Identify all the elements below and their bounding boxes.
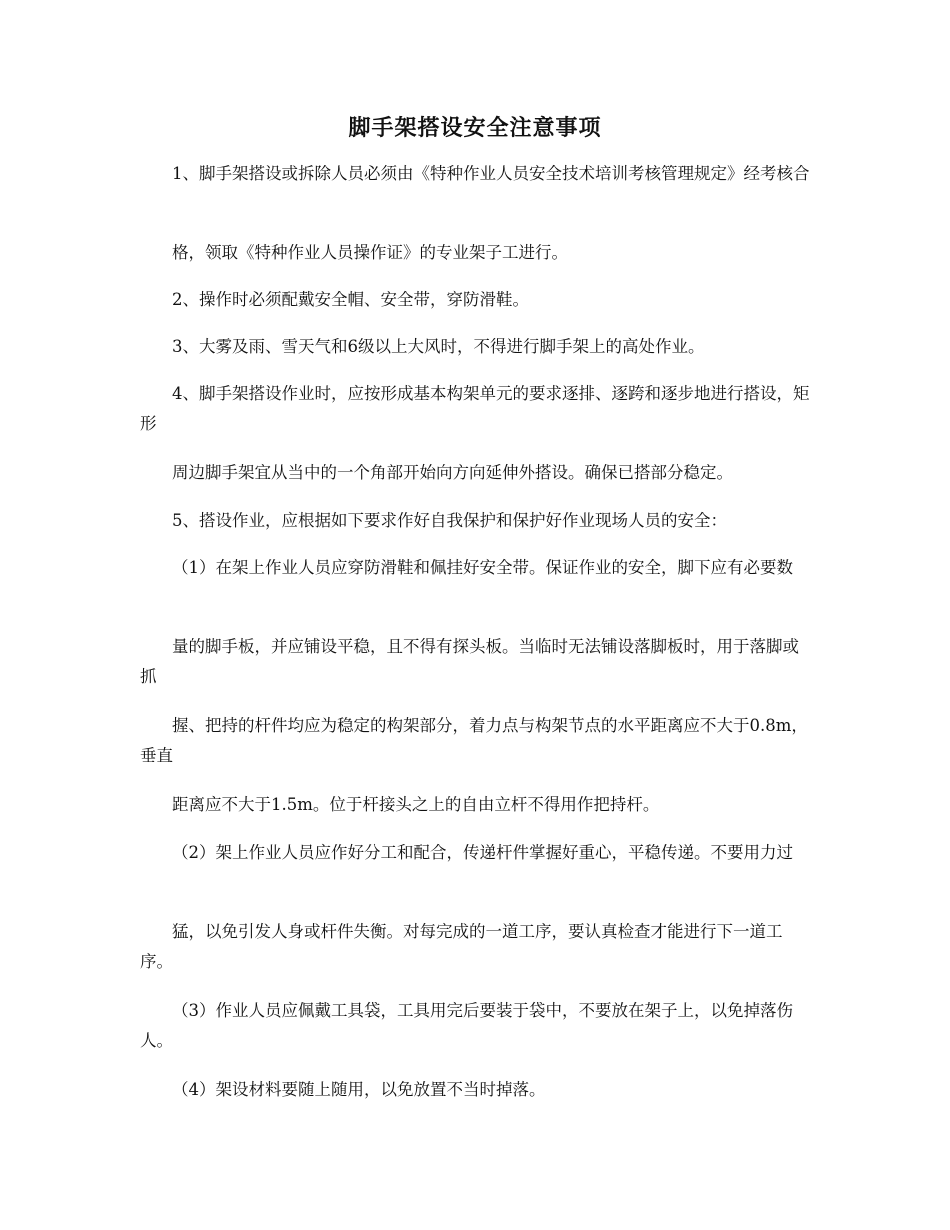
paragraph-3: 2、操作时必须配戴安全帽、安全带，穿防滑鞋。 bbox=[172, 290, 529, 309]
document-title: 脚手架搭设安全注意事项 bbox=[348, 115, 602, 141]
paragraph-1: 1、脚手架搭设或拆除人员必须由《特种作业人员安全技术培训考核管理规定》经考核合 bbox=[172, 164, 810, 183]
paragraph-13: 猛，以免引发人身或杆件失衡。对每完成的一道工序，要认真检查才能进行下一道工序。 bbox=[140, 922, 783, 971]
paragraph-7: 5、搭设作业，应根据如下要求作好自我保护和保护好作业现场人员的安全： bbox=[172, 511, 727, 530]
paragraph-5: 4、脚手架搭设作业时，应按形成基本构架单元的要求逐排、逐跨和逐步地进行搭设，矩形 bbox=[140, 384, 810, 433]
paragraph-12: （2）架上作业人员应作好分工和配合，传递杆件掌握好重心，平稳传递。不要用力过 bbox=[172, 843, 793, 862]
paragraph-15: （4）架设材料要随上随用，以免放置不当时掉落。 bbox=[172, 1080, 546, 1099]
paragraph-11: 距离应不大于1.5m。位于杆接头之上的自由立杆不得用作把持杆。 bbox=[172, 795, 660, 814]
paragraph-14: （3）作业人员应佩戴工具袋，工具用完后要装于袋中，不要放在架子上，以免掉落伤人。 bbox=[140, 1001, 793, 1050]
paragraph-10: 握、把持的杆件均应为稳定的构架部分，着力点与构架节点的水平距离应不大于0.8m，垂直 bbox=[140, 716, 808, 765]
paragraph-2: 格，领取《特种作业人员操作证》的专业架子工进行。 bbox=[172, 243, 568, 262]
paragraph-6: 周边脚手架宜从当中的一个角部开始向方向延伸外搭设。确保已搭部分稳定。 bbox=[172, 463, 733, 482]
paragraph-8: （1）在架上作业人员应穿防滑鞋和佩挂好安全带。保证作业的安全，脚下应有必要数 bbox=[172, 558, 793, 577]
paragraph-9: 量的脚手板，并应铺设平稳，且不得有探头板。当临时无法铺设落脚板时，用于落脚或抓 bbox=[140, 637, 799, 686]
paragraph-4: 3、大雾及雨、雪天气和6级以上大风时，不得进行脚手架上的高处作业。 bbox=[172, 337, 705, 356]
